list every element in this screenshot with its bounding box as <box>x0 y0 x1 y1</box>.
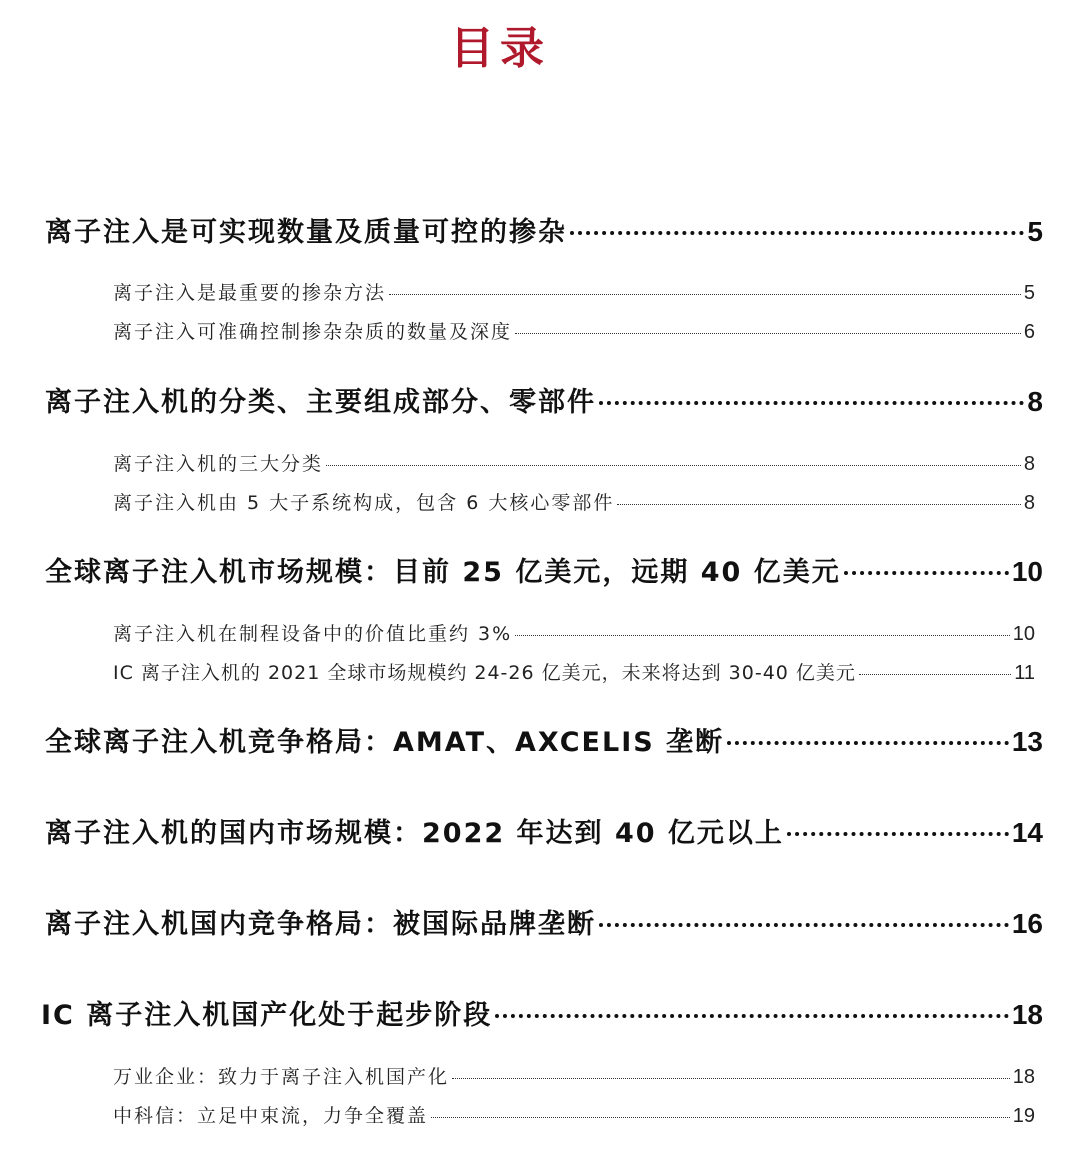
toc-page-number: 8 <box>1023 453 1035 475</box>
dot-leader <box>515 635 1010 636</box>
toc-subsection-link[interactable] <box>113 449 1035 476</box>
toc-section-title: 离子注入机国内竞争格局：被国际品牌垄断 <box>45 909 596 940</box>
toc-subsection-title: IC 离子注入机的 2021 全球市场规模约 24-26 亿美元，未来将达到 30-40 亿美元 <box>113 662 856 684</box>
toc-section-title: 离子注入机的国内市场规模：2022 年达到 40 亿元以上 <box>45 818 784 849</box>
toc-subsection-title: 中科信：立足中束流，力争全覆盖 <box>113 1105 429 1127</box>
dot-leader <box>727 741 1009 745</box>
dot-leader <box>859 674 1011 675</box>
dot-leader <box>495 1014 1009 1018</box>
toc-page-number: 5 <box>1023 282 1035 304</box>
dot-leader <box>389 294 1021 295</box>
toc-page-number: 16 <box>1011 908 1043 939</box>
toc-section-link[interactable] <box>45 811 1043 850</box>
dot-leader <box>326 465 1021 466</box>
toc-subsection-link[interactable] <box>113 619 1035 646</box>
page-title: 目录 <box>450 23 550 74</box>
toc-page-number: 11 <box>1014 662 1035 684</box>
dot-leader <box>599 401 1024 405</box>
toc-subsection-link[interactable] <box>113 658 1035 685</box>
toc-section-link[interactable] <box>45 380 1043 419</box>
dot-leader <box>431 1117 1010 1118</box>
toc-page-number: 10 <box>1012 623 1035 645</box>
toc-subsection-title: 离子注入可准确控制掺杂杂质的数量及深度 <box>113 321 513 343</box>
toc-page-number: 6 <box>1023 321 1035 343</box>
toc-subsection-title: 离子注入机在制程设备中的价值比重约 3% <box>113 623 513 645</box>
toc-subsection-link[interactable] <box>113 278 1035 305</box>
toc-subsection-title: 离子注入是最重要的掺杂方法 <box>113 282 387 304</box>
toc-section-link[interactable] <box>45 720 1043 759</box>
dot-leader <box>599 923 1009 927</box>
toc-page-number: 18 <box>1011 999 1043 1030</box>
toc-section-link[interactable] <box>45 210 1043 249</box>
dot-leader <box>844 571 1009 575</box>
toc-page-number: 8 <box>1027 386 1043 417</box>
toc-subsection-title: 离子注入机的三大分类 <box>113 453 324 475</box>
toc-subsection-link[interactable] <box>113 317 1035 344</box>
toc-section-link[interactable] <box>41 993 1043 1032</box>
toc-page-number: 13 <box>1011 726 1043 757</box>
toc-section-title: IC 离子注入机国产化处于起步阶段 <box>41 1000 493 1031</box>
toc-subsection-title: 离子注入机由 5 大子系统构成，包含 6 大核心零部件 <box>113 492 615 514</box>
toc-page-number: 18 <box>1012 1066 1035 1088</box>
toc-subsection-link[interactable] <box>113 1101 1035 1128</box>
toc-page-number: 5 <box>1027 216 1043 247</box>
dot-leader <box>452 1078 1010 1079</box>
dot-leader <box>787 832 1009 836</box>
toc-section-title: 离子注入机的分类、主要组成部分、零部件 <box>45 387 596 418</box>
toc-section-title: 离子注入是可实现数量及质量可控的掺杂 <box>45 217 567 248</box>
toc-section-link[interactable] <box>45 550 1043 589</box>
toc-subsection-link[interactable] <box>113 488 1035 515</box>
toc-section-title: 全球离子注入机市场规模：目前 25 亿美元，远期 40 亿美元 <box>45 557 841 588</box>
toc-section-title: 全球离子注入机竞争格局：AMAT、AXCELIS 垄断 <box>45 727 725 758</box>
toc-page-number: 14 <box>1011 817 1043 848</box>
toc-section-link[interactable] <box>45 902 1043 941</box>
dot-leader <box>515 333 1021 334</box>
toc-page-number: 8 <box>1023 492 1035 514</box>
toc-subsection-title: 万业企业：致力于离子注入机国产化 <box>113 1066 450 1088</box>
dot-leader <box>570 231 1024 235</box>
dot-leader <box>617 504 1021 505</box>
toc-subsection-link[interactable] <box>113 1062 1035 1089</box>
toc-page-number: 10 <box>1011 556 1043 587</box>
toc-page-number: 19 <box>1012 1105 1035 1127</box>
